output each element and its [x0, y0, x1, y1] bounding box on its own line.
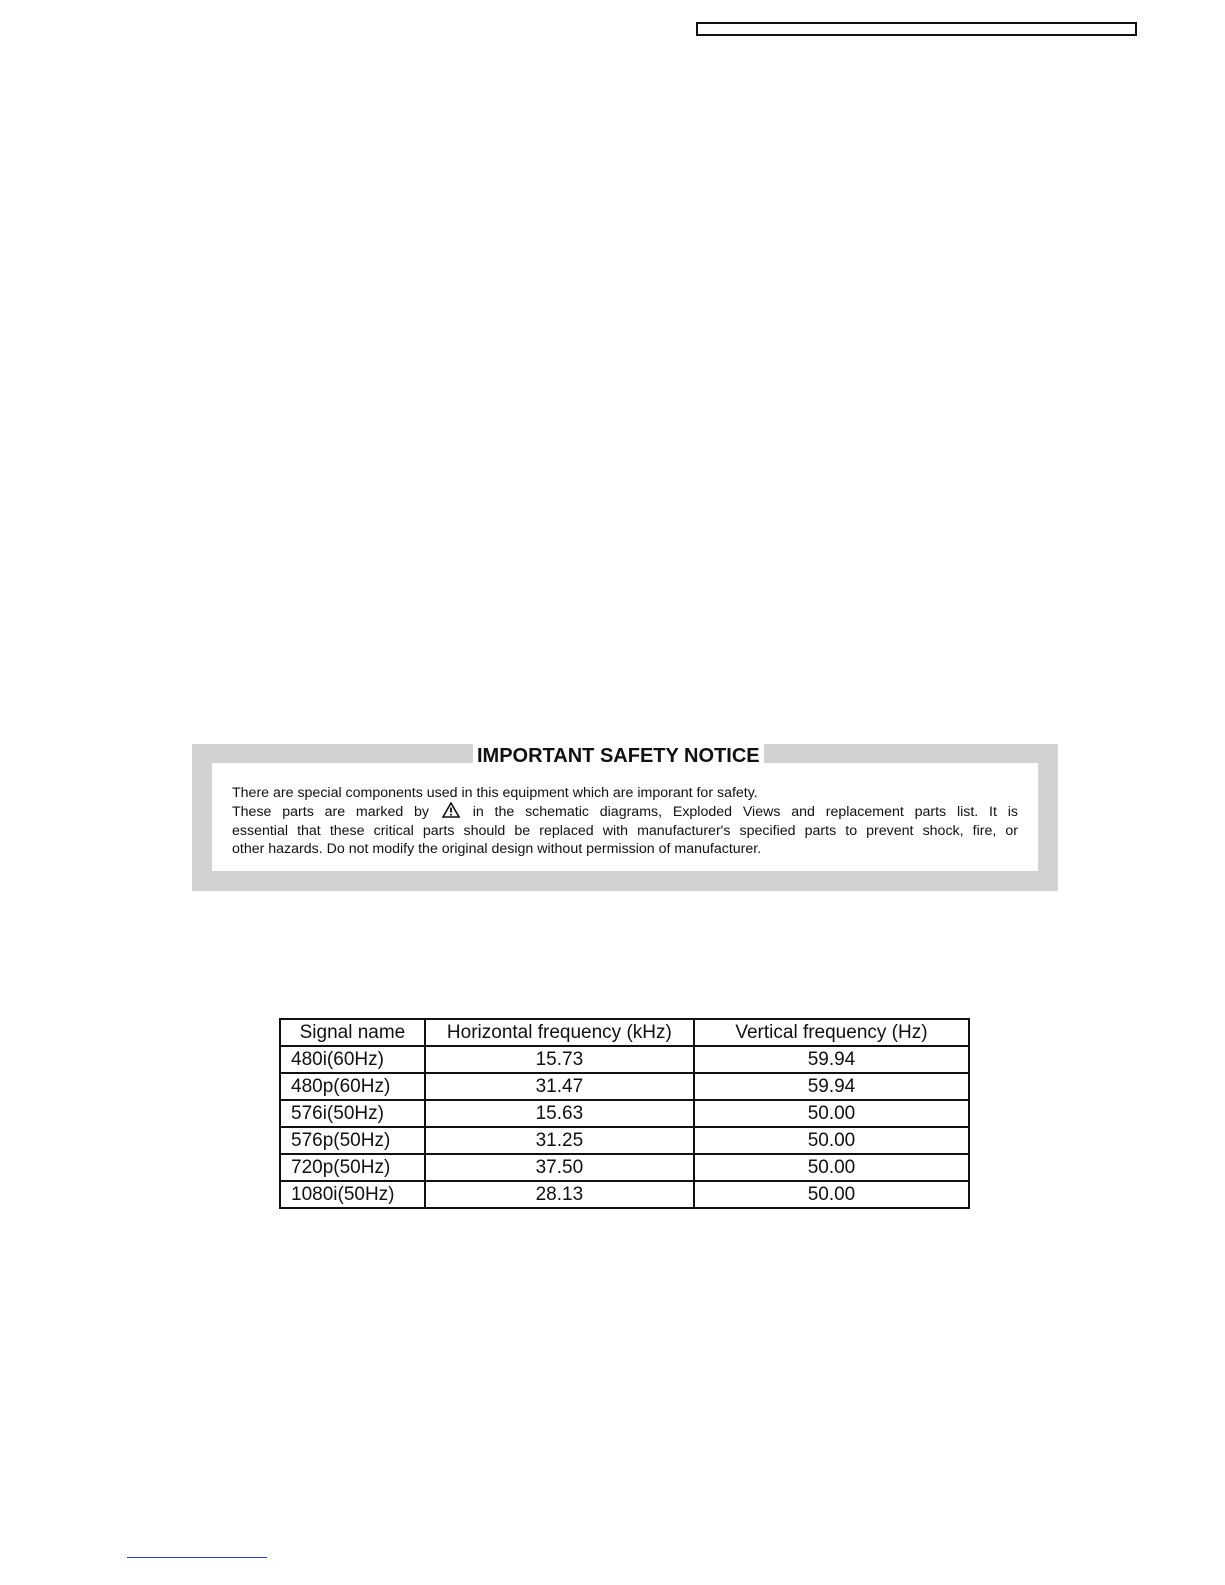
table-row [280, 1181, 969, 1208]
horizontal-frequency-cell: 15.63 [425, 1100, 694, 1127]
vertical-frequency-cell: 59.94 [694, 1046, 969, 1073]
signal-name-cell: 720p(50Hz) [280, 1154, 425, 1181]
signal-name-cell: 576i(50Hz) [280, 1100, 425, 1127]
footer-link-underline[interactable] [127, 1557, 267, 1558]
vertical-frequency-cell: 59.94 [694, 1073, 969, 1100]
signal-name-cell: 480i(60Hz) [280, 1046, 425, 1073]
warning-triangle-icon [442, 802, 460, 818]
header-title-box [696, 22, 1137, 36]
safety-line-4: other hazards. Do not modify the original design without permission of manufacturer. [232, 840, 762, 857]
horizontal-frequency-cell: 37.50 [425, 1154, 694, 1181]
signal-name-cell: 576p(50Hz) [280, 1127, 425, 1154]
horizontal-frequency-cell: 31.25 [425, 1127, 694, 1154]
vertical-frequency-cell: 50.00 [694, 1154, 969, 1181]
signal-name-cell: 1080i(50Hz) [280, 1181, 425, 1208]
safety-notice-text [232, 784, 1018, 858]
header-signal-name: Signal name [280, 1019, 425, 1046]
signal-name-cell: 480p(60Hz) [280, 1073, 425, 1100]
table-header-row [280, 1019, 969, 1046]
table-row [280, 1046, 969, 1073]
table-row [280, 1100, 969, 1127]
vertical-frequency-cell: 50.00 [694, 1181, 969, 1208]
safety-notice-title: IMPORTANT SAFETY NOTICE [473, 744, 764, 768]
signal-frequency-table [279, 1018, 970, 1209]
header-vertical-frequency: Vertical frequency (Hz) [694, 1019, 969, 1046]
vertical-frequency-cell: 50.00 [694, 1100, 969, 1127]
table-row [280, 1073, 969, 1100]
safety-line-3: essential that these critical parts should be replaced with manufacturer's specified parts to prevent shock, fire, or [232, 822, 1018, 839]
safety-notice-box [192, 744, 1058, 891]
safety-line-1: There are special components used in this equipment which are imporant for safety. [232, 785, 758, 801]
vertical-frequency-cell: 50.00 [694, 1127, 969, 1154]
safety-line-2 [232, 802, 1018, 821]
horizontal-frequency-cell: 31.47 [425, 1073, 694, 1100]
table-row [280, 1127, 969, 1154]
horizontal-frequency-cell: 28.13 [425, 1181, 694, 1208]
safety-line-2-start: These parts are marked by [232, 804, 430, 821]
safety-line-2-end: in the schematic diagrams, Exploded Views and replacement parts list. It is [472, 804, 1018, 821]
horizontal-frequency-cell: 15.73 [425, 1046, 694, 1073]
header-horizontal-frequency: Horizontal frequency (kHz) [425, 1019, 694, 1046]
table-row [280, 1154, 969, 1181]
